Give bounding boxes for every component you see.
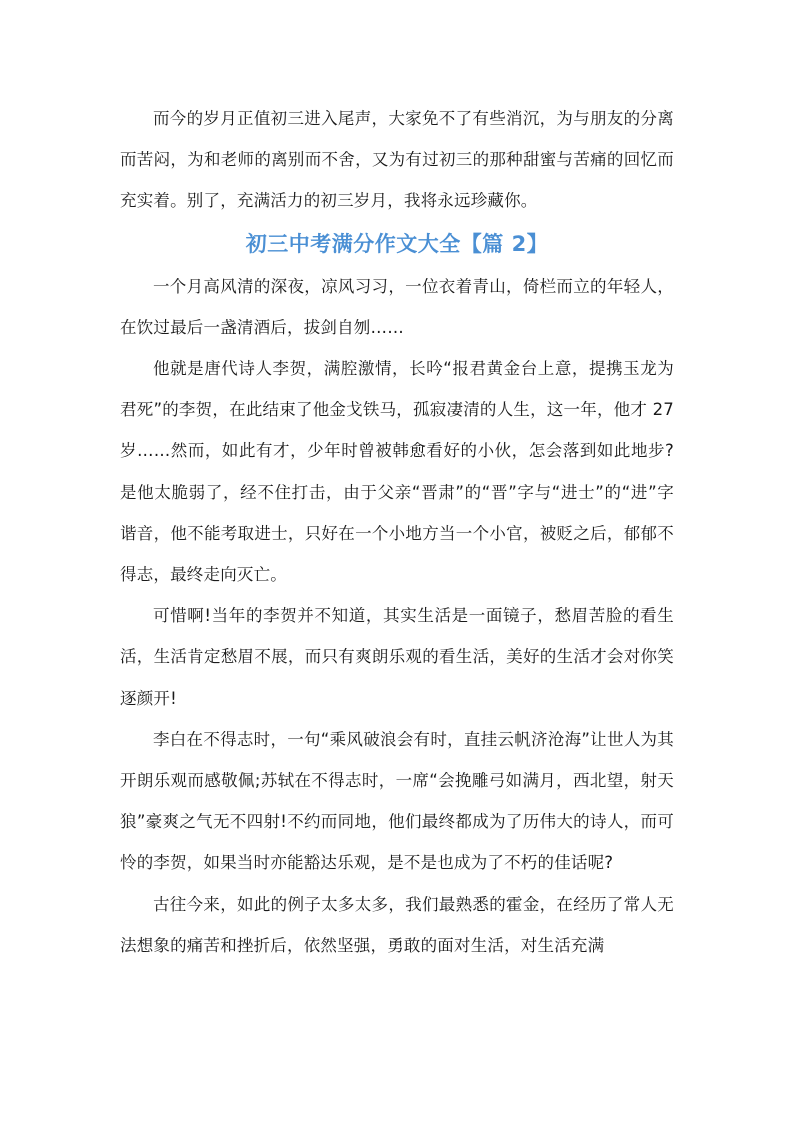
paragraph-5: 古往今来，如此的例子太多太多，我们最熟悉的霍金，在经历了常人无法想象的痛苦和挫折后，依然坚强，勇敢的面对生活，对生活充满	[120, 894, 674, 955]
paragraph-3: 可惜啊!当年的李贺并不知道，其实生活是一面镜子，愁眉苦脸的看生活，生活肯定愁眉不展，而只有爽朗乐观的看生活，美好的生活才会对你笑逐颜开!	[120, 606, 674, 708]
document-page	[120, 98, 674, 966]
paragraph-intro: 而今的岁月正值初三进入尾声，大家免不了有些消沉，为与朋友的分离而苦闷，为和老师的离别而不舍，又为有过初三的那种甜蜜与苦痛的回忆而充实着。别了，充满活力的初三岁月，我将永远珍藏你。	[120, 109, 674, 211]
section-heading: 初三中考满分作文大全【篇 2】	[245, 231, 549, 256]
paragraph-2: 他就是唐代诗人李贺，满腔激情，长吟“报君黄金台上意，提携玉龙为君死”的李贺，在此结束了他金戈铁马，孤寂凄清的人生，这一年，他才 27 岁……然而，如此有才，少年时曾被韩愈看好的小伙，怎会落到如此地步?是他太脆弱了，经不住打击，由于父亲“晋肃”的“晋”字与“进士”的“进”字谐音，他不能考取进士，只好在一个小地方当一个小官，被贬之后，郁郁不得志，最终走向灭亡。	[120, 359, 674, 585]
paragraph-4: 李白在不得志时，一句“乘风破浪会有时，直挂云帆济沧海”让世人为其开朗乐观而感敬佩;苏轼在不得志时，一席“会挽雕弓如满月，西北望，射天狼”豪爽之气无不四射!不约而同地，他们最终都成为了历伟大的诗人，而可怜的李贺，如果当时亦能豁达乐观，是不是也成为了不朽的佳话呢?	[120, 729, 674, 873]
paragraph-1: 一个月高风清的深夜，凉风习习，一位衣着青山，倚栏而立的年轻人，在饮过最后一盏清酒后，拔剑自刎……	[120, 276, 674, 337]
